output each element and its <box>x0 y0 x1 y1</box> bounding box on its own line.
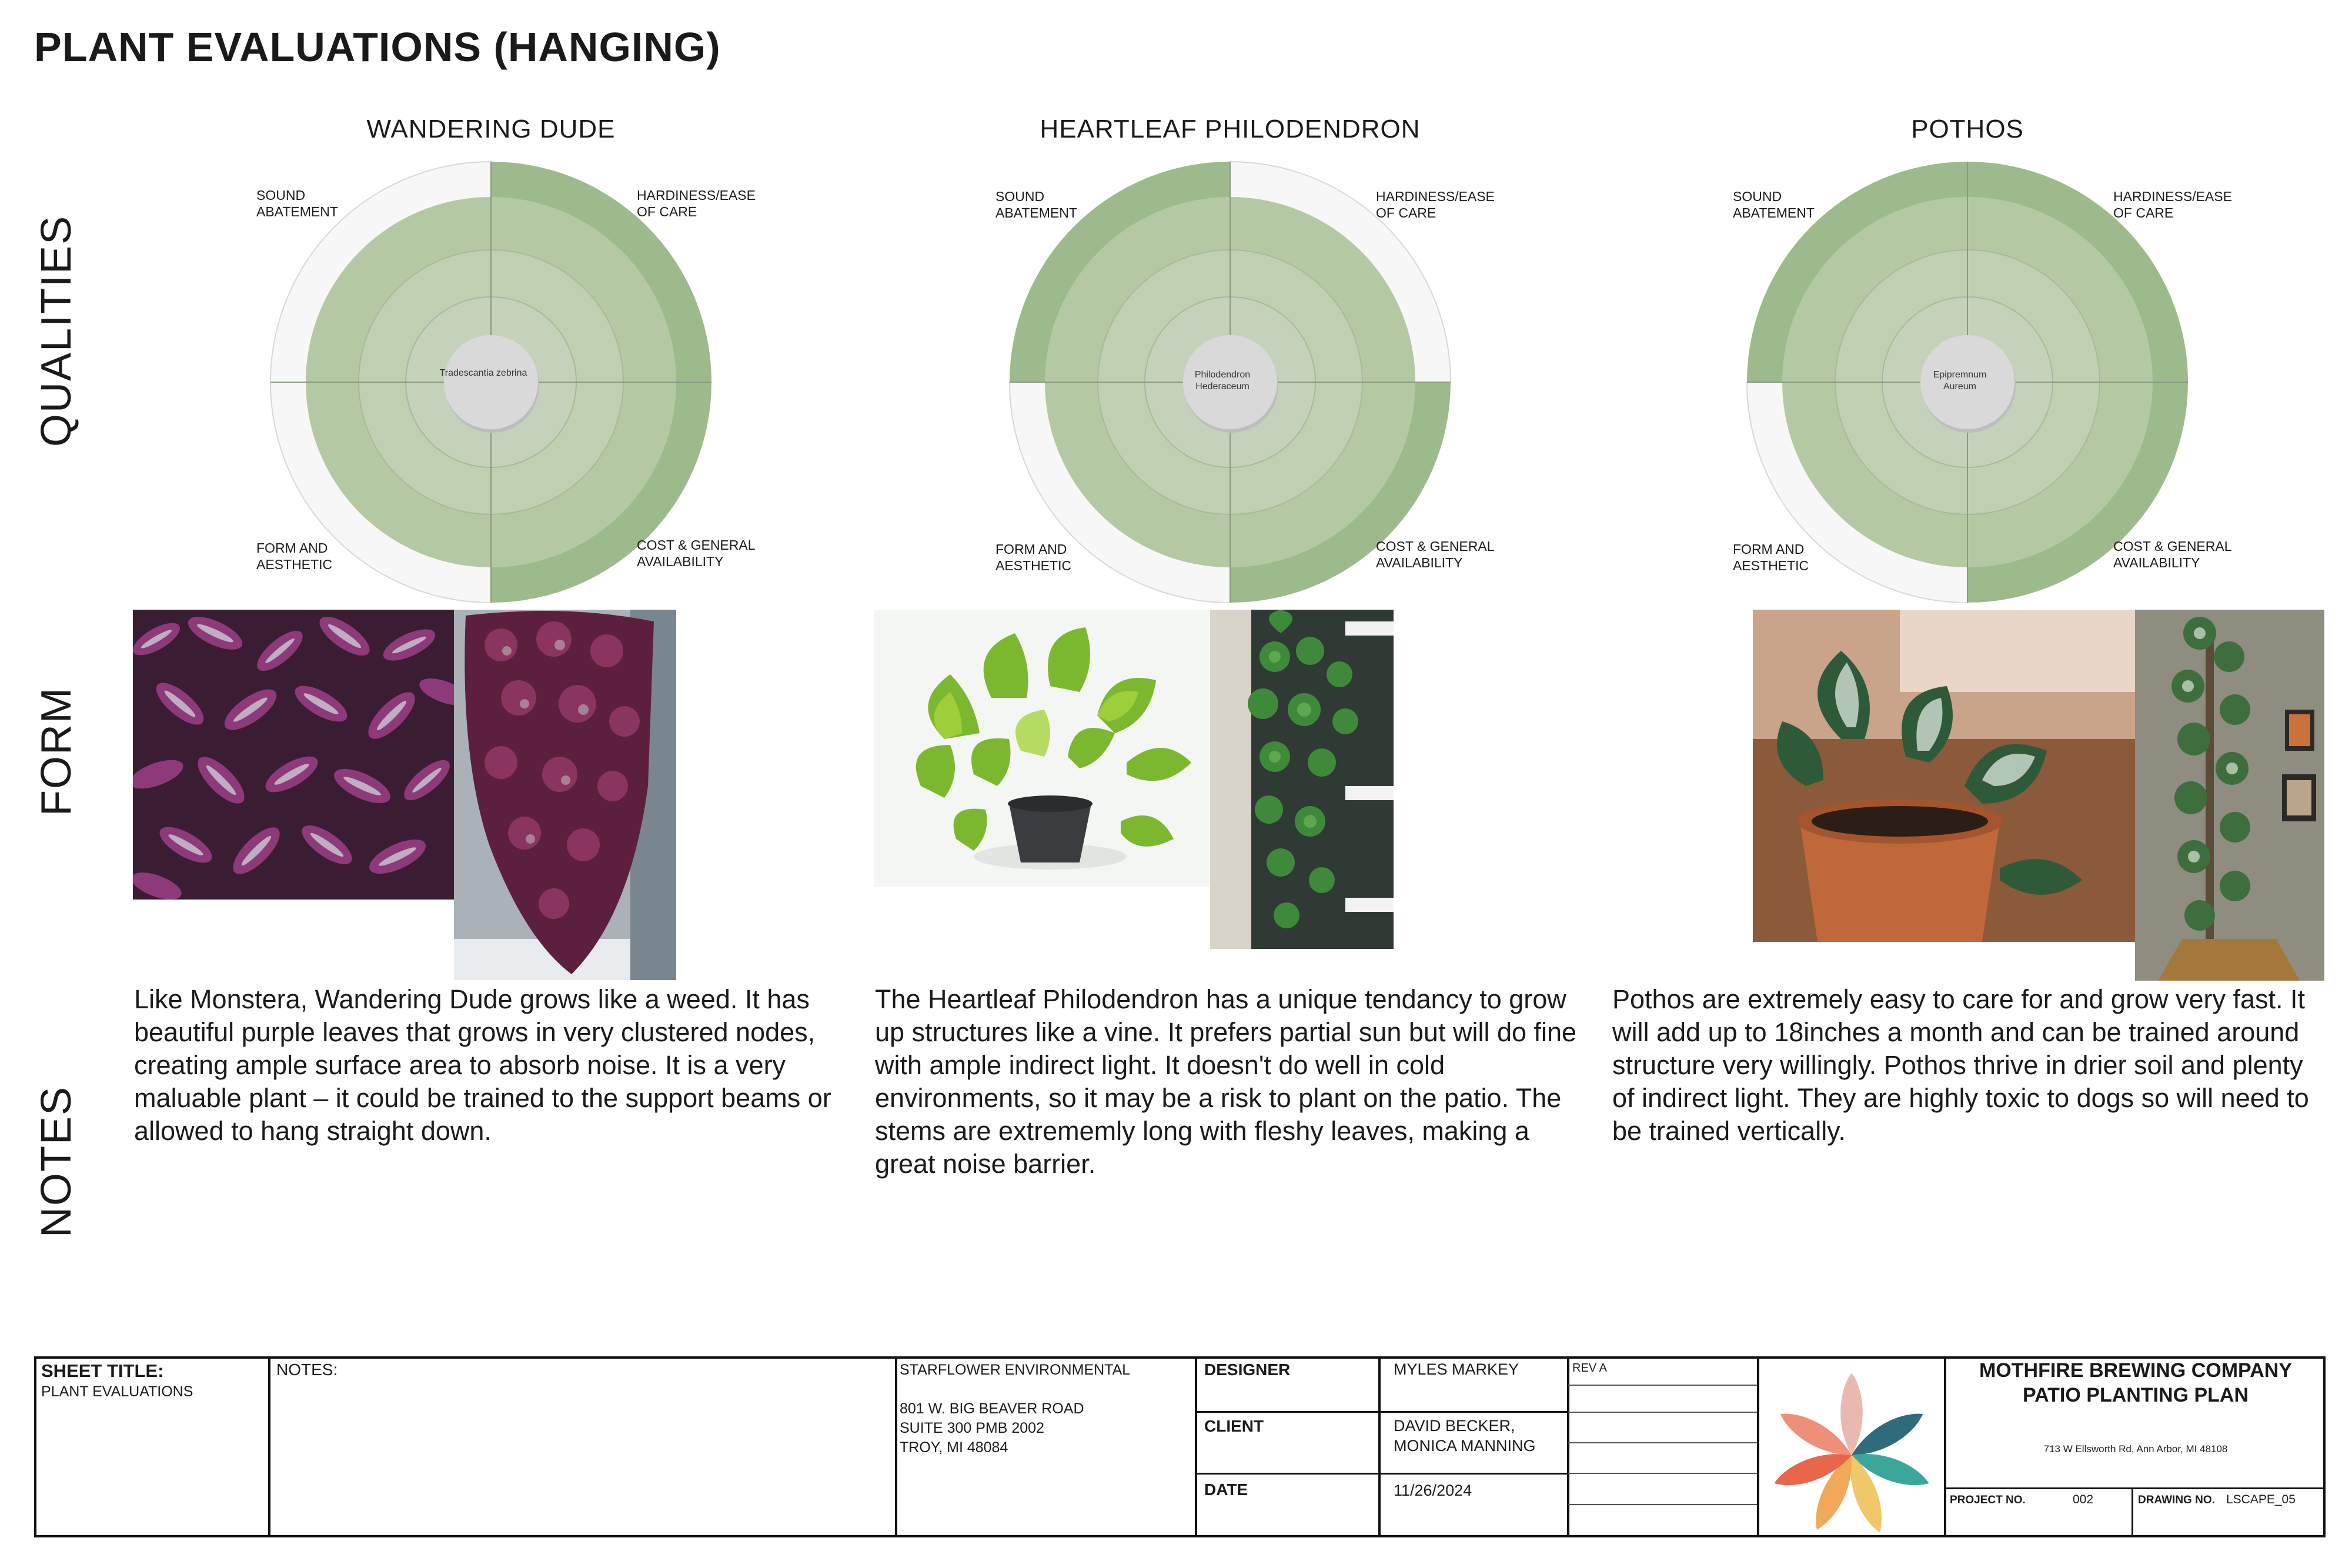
revision-label: REV A <box>1572 1362 1607 1375</box>
label-form-aesthetic: FORM AND AESTHETIC <box>995 541 1072 573</box>
photo-wandering-dude-hanging <box>454 610 676 980</box>
label-hardiness: HARDINESS/EASE OF CARE <box>1376 189 1495 220</box>
drawing-no-label: DRAWING NO. <box>2138 1494 2215 1506</box>
side-label-qualities: QUALITIES <box>33 215 80 447</box>
latin-name-heartleaf-philodendron: Philodendron Hederaceum <box>1194 370 1251 392</box>
designer-name: MYLES MARKEY <box>1394 1360 1519 1378</box>
page-title: PLANT EVALUATIONS (HANGING) <box>34 24 721 70</box>
starflower-logo <box>1761 1361 1942 1534</box>
label-cost-availability: COST & GENERAL AVAILABILITY <box>637 537 756 569</box>
note-wandering-dude: Like Monstera, Wandering Dude grows like a weed. It has beautiful purple leaves that grows in very clustered nodes, creating ample surface area to absorb noise. It is a very maluable plant – it could be trained to the support beams or allowed to hang straight down. <box>134 984 831 1146</box>
photo-philodendron-hanging <box>1210 610 1394 949</box>
sheet-title: PLANT EVALUATIONS <box>41 1383 193 1400</box>
note-heartleaf-philodendron: The Heartleaf Philodendron has a unique tendancy to grow up structures like a vine. It prefers partial sun but will do fine with ample indirect light. It doesn't do well in cold environments, so it may be a risk to plant on the patio. The stems are extrememly long with fleshy leaves, making a great noise barrier. <box>875 984 1577 1179</box>
side-label-form: FORM <box>33 687 80 816</box>
date-label: DATE <box>1204 1480 1248 1499</box>
plant-title-wandering-dude: WANDERING DUDE <box>366 115 616 143</box>
notes-label: NOTES: <box>276 1360 338 1379</box>
label-sound-abatement: SOUND ABATEMENT <box>1733 189 1815 220</box>
plant-title-heartleaf-philodendron: HEARTLEAF PHILODENDRON <box>1040 115 1421 143</box>
photo-pothos-pot <box>1753 610 2135 942</box>
label-cost-availability: COST & GENERAL AVAILABILITY <box>1376 539 1495 570</box>
project-no-label: PROJECT NO. <box>1950 1494 2026 1506</box>
photo-pothos-trained <box>2135 610 2324 981</box>
label-hardiness: HARDINESS/EASE OF CARE <box>637 188 756 219</box>
project-address: 713 W Ellsworth Rd, Ann Arbor, MI 48108 <box>2043 1443 2228 1455</box>
latin-name-pothos: Epipremnum Aureum <box>1933 370 1987 392</box>
label-hardiness: HARDINESS/EASE OF CARE <box>2113 189 2232 220</box>
label-sound-abatement: SOUND ABATEMENT <box>256 188 338 219</box>
photo-philodendron-pot <box>874 610 1210 887</box>
note-pothos: Pothos are extremely easy to care for and grow very fast. It will add up to 18inches a month and can be trained around structure very willingly. Pothos thrive in drier soil and plenty of indirect light. They are highly toxic to dogs so will need to be trained vertically. <box>1612 984 2309 1146</box>
label-cost-availability: COST & GENERAL AVAILABILITY <box>2113 539 2232 570</box>
center-disc <box>444 335 538 429</box>
project-name: MOTHFIRE BREWING COMPANY PATIO PLANTING PLAN <box>1979 1359 2292 1406</box>
designer-label: DESIGNER <box>1204 1360 1291 1379</box>
drawing-no: LSCAPE_05 <box>2226 1493 2296 1506</box>
photo-wandering-dude-closeup <box>133 610 460 900</box>
client-names: DAVID BECKER, MONICA MANNING <box>1394 1417 1536 1455</box>
label-form-aesthetic: FORM AND AESTHETIC <box>256 540 333 572</box>
client-label: CLIENT <box>1204 1417 1264 1435</box>
firm-address: STARFLOWER ENVIRONMENTAL 801 W. BIG BEAVER ROAD SUITE 300 PMB 2002 TROY, MI 48084 <box>900 1362 1131 1456</box>
project-no: 002 <box>2073 1493 2094 1506</box>
date-value: 11/26/2024 <box>1394 1482 1472 1499</box>
side-label-notes: NOTES <box>33 1085 80 1238</box>
latin-name-wandering-dude: Tradescantia zebrina <box>439 368 527 378</box>
sheet-title-label: SHEET TITLE: <box>41 1360 164 1381</box>
plant-title-pothos: POTHOS <box>1911 115 2024 143</box>
label-form-aesthetic: FORM AND AESTHETIC <box>1733 541 1809 573</box>
label-sound-abatement: SOUND ABATEMENT <box>995 189 1077 220</box>
